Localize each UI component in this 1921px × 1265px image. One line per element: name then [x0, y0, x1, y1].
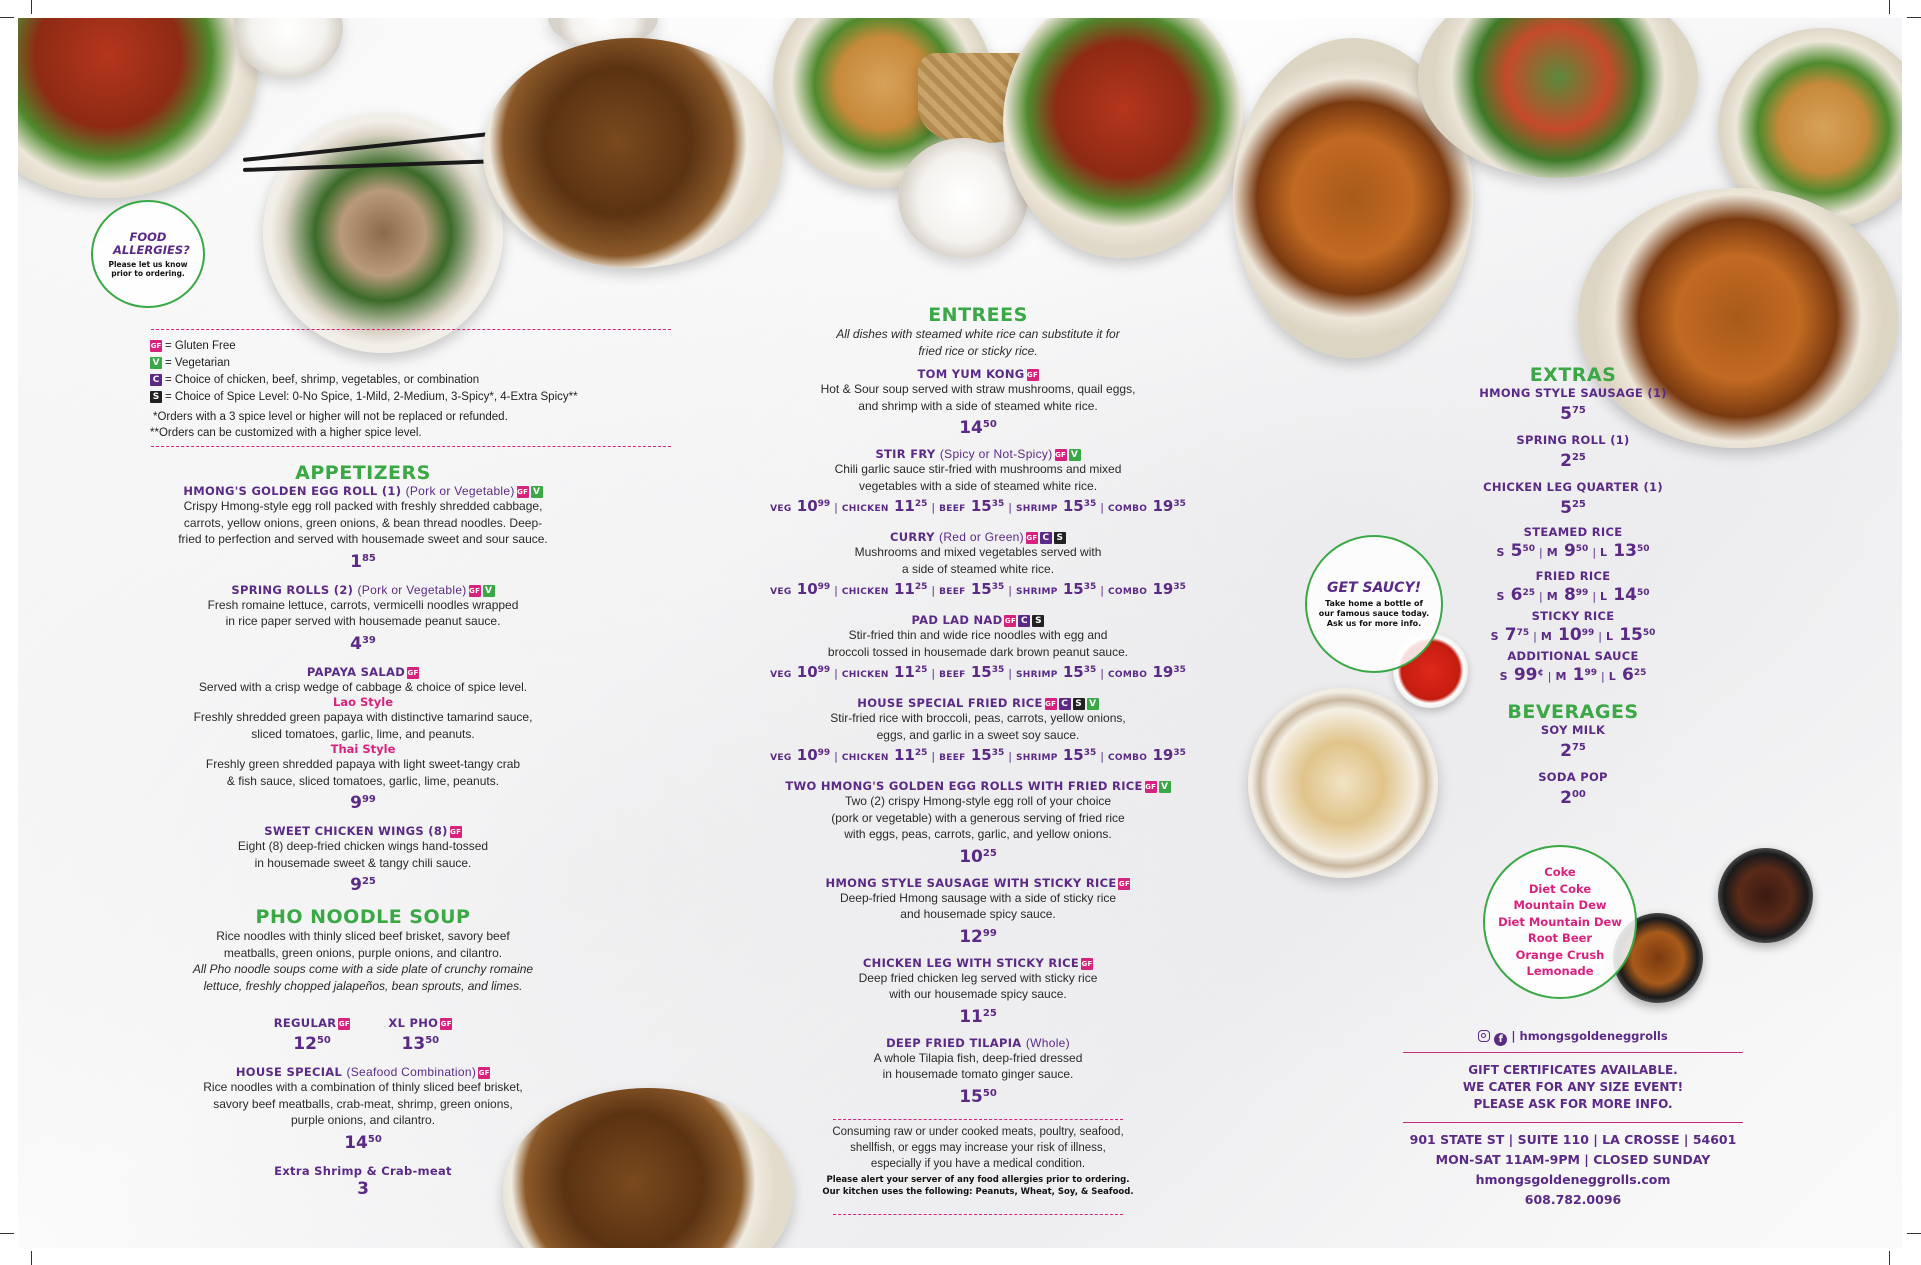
gluten-free-tag: GF: [469, 586, 481, 595]
fried-rice-desc: Stir-fried rice with broccoli, peas, carrots, yellow onions, eggs, and garlic in a sweet soy sauce.: [830, 711, 1126, 742]
fried-rice-prices: VEG $10^{99}$ | CHICKEN $11^{25}$ | BEEF $15^{35}$ | SHRIMP $15^{35}$ | COMBO $19^{35}$: [770, 746, 1186, 764]
pho-regular-label: REGULAR GF: [273, 1016, 350, 1030]
choice-tag: C: [1018, 615, 1030, 627]
curry-desc: Mushrooms and mixed vegetables served with a side of steamed white rice.: [854, 545, 1102, 576]
spring-rolls-name: SPRING ROLLS (2): [231, 582, 354, 597]
egg-roll-desc: Crispy Hmong-style egg roll packed with freshly shredded cabbage, carrots, yellow onions, green onions, & bean thread noodles. Deep- fried to perfection and served with housemade sweet and sour sauce.: [178, 499, 548, 546]
item-name: [763, 367, 1193, 381]
spice-note-2: **Orders can be customized with a higher spice level.: [150, 426, 422, 439]
sticky-rice-name: STICKY RICE: [1531, 609, 1615, 623]
divider: [151, 329, 671, 330]
item-name: [763, 1036, 1193, 1050]
saucy-title: GET SAUCY!: [1327, 579, 1421, 596]
address: 901 STATE ST | SUITE 110 | LA CROSSE | 54601: [1409, 1132, 1737, 1147]
pho-regular-price: $12^{50}$: [293, 1034, 331, 1054]
house-special-variant: (Seafood Combination): [346, 1065, 477, 1079]
item-name: [763, 956, 1193, 970]
papaya-salad-name: PAPAYA SALAD: [306, 664, 406, 679]
divider: [151, 446, 671, 447]
tilapia-price: $15^{50}$: [959, 1086, 997, 1107]
additional-sauce-name: ADDITIONAL SAUCE: [1507, 649, 1639, 663]
social-handle-row: [1403, 1028, 1743, 1046]
spice-note-1: *Orders with a 3 spice level or higher will not be replaced or refunded.: [153, 411, 508, 423]
extra-spring-roll-name: SPRING ROLL (1): [1516, 433, 1630, 447]
vegetarian-tag: V: [1087, 698, 1099, 710]
gluten-free-tag: GF: [517, 488, 529, 496]
two-egg-rolls-price: $10^{25}$: [959, 846, 997, 867]
stir-fry-variant: (Spicy or Not-Spicy): [939, 447, 1053, 461]
soda-item: Lemonade: [1526, 964, 1594, 979]
soda-list-badge: [1483, 845, 1637, 999]
pho-desc-italic: All Pho noodle soups come with a side plate of crunchy romaine lettuce, freshly chopped jalapeños, bean sprouts, and limes.: [192, 962, 534, 993]
entrees-title: ENTREES: [928, 304, 1028, 326]
stir-fry-photo: [483, 38, 783, 268]
gluten-free-tag: GF: [407, 668, 419, 677]
pho-sizes: [128, 1016, 598, 1055]
spice-tag: S: [1073, 698, 1085, 710]
soda-pop-price: $2^{00}$: [1560, 788, 1586, 808]
sticky-rice-prices: S $7^{75}$ | M $10^{99}$ | L $15^{50}$: [1490, 625, 1656, 645]
crop-mark: [1907, 1233, 1921, 1234]
house-special-name: HOUSE SPECIAL: [235, 1065, 343, 1079]
two-egg-rolls-name: TWO HMONG'S GOLDEN EGG ROLLS WITH FRIED RICE: [785, 779, 1143, 793]
papaya-salad-price: $9^{99}$: [350, 793, 376, 813]
choice-tag: C: [150, 374, 162, 386]
extra-chicken-leg-price: $5^{25}$: [1560, 498, 1586, 518]
soda-list: [1498, 864, 1622, 980]
gluten-free-tag: GF: [338, 1020, 350, 1028]
instagram-icon[interactable]: [1478, 1030, 1490, 1042]
gluten-free-tag: GF: [1045, 700, 1057, 708]
papaya-salad-desc: Served with a crisp wedge of cabbage & choice of spice level.: [198, 679, 528, 694]
fried-rice-extra-name: FRIED RICE: [1535, 569, 1611, 583]
curry-name: CURRY: [890, 530, 935, 544]
stir-fry-name: STIR FRY: [875, 447, 936, 461]
item-name: [763, 779, 1193, 793]
pho-title: PHO NOODLE SOUP: [255, 906, 471, 928]
soda-item: Root Beer: [1527, 931, 1593, 946]
soda-pop-name: SODA POP: [1538, 770, 1608, 784]
gluten-free-tag: GF: [440, 1020, 452, 1028]
soda-item: Mountain Dew: [1513, 898, 1607, 913]
divider: [833, 1119, 1123, 1120]
tilapia-variant: (Whole): [1025, 1035, 1070, 1050]
crop-mark: [0, 17, 14, 18]
soda-item: Orange Crush: [1515, 947, 1605, 962]
chicken-wings-price: $9^{25}$: [350, 875, 376, 895]
website-link[interactable]: hmongsgoldeneggrolls.com: [1475, 1172, 1671, 1187]
stir-fry-prices: VEG $10^{99}$ | CHICKEN $11^{25}$ | BEEF $15^{35}$ | SHRIMP $15^{35}$ | COMBO $19^{35}$: [770, 497, 1186, 515]
crop-mark: [1889, 0, 1890, 14]
pad-lad-nad-name: PAD LAD NAD: [911, 613, 1003, 627]
hours: MON-SAT 11AM-9PM | CLOSED SUNDAY: [1435, 1152, 1711, 1167]
soda-item: Coke: [1544, 865, 1576, 880]
pho-desc: Rice noodles with thinly sliced beef brisket, savory beef meatballs, green onions, purple onions, and cilantro.: [216, 929, 510, 960]
spring-rolls-variant: (Pork or Vegetable): [357, 582, 467, 597]
chicken-wings-photo: [1003, 18, 1243, 258]
gluten-free-tag: GF: [1081, 959, 1093, 968]
steamed-rice-name: STEAMED RICE: [1523, 525, 1623, 539]
allergies-text: Please let us know prior to ordering.: [108, 259, 188, 278]
legend-gf-text: = Gluten Free: [165, 340, 236, 352]
choice-tag: C: [1059, 698, 1071, 710]
item-name: [128, 484, 598, 498]
pad-lad-nad-desc: Stir-fried thin and wide rice noodles with egg and broccoli tossed in housemade dark brown peanut sauce.: [827, 628, 1129, 659]
gluten-free-tag: GF: [1004, 617, 1017, 625]
legend-s-text: = Choice of Spice Level:: [165, 391, 293, 403]
house-special-desc: Rice noodles with a combination of thinly sliced beef brisket, savory beef meatballs, crab-meat, shrimp, green onions, purple onions, and cilantro.: [203, 1080, 523, 1127]
spring-rolls-price: $4^{39}$: [350, 633, 376, 654]
fried-rice-name: HOUSE SPECIAL FRIED RICE: [857, 696, 1043, 710]
chicken-wings-name: SWEET CHICKEN WINGS (8): [264, 824, 448, 838]
soy-milk-price: $2^{75}$: [1560, 741, 1586, 761]
extras-section: [1423, 364, 1723, 809]
item-name: [128, 1065, 598, 1079]
chicken-leg-name: CHICKEN LEG WITH STICKY RICE: [862, 955, 1080, 970]
crop-mark: [31, 0, 32, 14]
crop-mark: [0, 1233, 14, 1234]
entrees-subtitle: All dishes with steamed white rice can substitute it for fried rice or sticky rice.: [836, 327, 1120, 358]
curry-variant: (Red or Green): [939, 530, 1024, 544]
item-name: [128, 583, 598, 597]
fried-rice-extra-prices: S $6^{25}$ | M $8^{99}$ | L $14^{50}$: [1496, 585, 1650, 605]
legend-gf: [150, 338, 680, 355]
legend-s-levels: 0-No Spice, 1-Mild, 2-Medium, 3-Spicy*, 4-Extra Spicy**: [292, 391, 578, 403]
tilapia-name: DEEP FRIED TILAPIA: [886, 1035, 1022, 1050]
soy-milk-name: SOY MILK: [1540, 723, 1606, 737]
egg-roll-variant: (Pork or Vegetable): [405, 484, 515, 498]
spice-tag: S: [150, 391, 162, 403]
sausage-sticky-price: $12^{99}$: [959, 926, 997, 947]
disclaimer-bold: Please alert your server of any food allergies prior to ordering. Our kitchen uses the following: Peanuts, Wheat, Soy, & Seafood.: [822, 1175, 1134, 1197]
spice-tag: S: [1032, 615, 1044, 627]
crop-mark: [1907, 17, 1921, 18]
disclaimer-text: Consuming raw or under cooked meats, poultry, seafood, shellfish, or eggs may increase your risk of illness, especially if you have a medical condition.: [832, 1126, 1124, 1170]
item-name: [128, 665, 598, 679]
gluten-free-tag: GF: [150, 342, 162, 350]
pho-regular: [274, 1016, 351, 1055]
item-name: [128, 824, 598, 838]
house-special-price: $14^{50}$: [344, 1132, 382, 1153]
spice-tag: S: [1054, 532, 1066, 544]
gift-text: GIFT CERTIFICATES AVAILABLE. WE CATER FOR ANY SIZE EVENT! PLEASE ASK FOR MORE INFO.: [1462, 1063, 1684, 1111]
tilapia-photo: [18, 18, 258, 198]
pho-bowl-photo: [263, 113, 503, 353]
gluten-free-tag: GF: [1118, 879, 1131, 888]
phone-number[interactable]: 608.782.0096: [1524, 1192, 1622, 1207]
two-egg-rolls-desc: Two (2) crispy Hmong-style egg roll of your choice (pork or vegetable) with a generous serving of fried rice with eggs, peas, carrots, garlic, and yellow onions.: [831, 794, 1125, 841]
beverages-title: BEVERAGES: [1507, 701, 1639, 723]
gluten-free-tag: GF: [478, 1069, 490, 1077]
entrees-section: [763, 304, 1193, 1108]
legend-c: [150, 372, 680, 389]
gluten-free-tag: GF: [1145, 783, 1157, 791]
contact-info: [1403, 1130, 1743, 1210]
crop-mark: [31, 1251, 32, 1265]
item-name: [763, 530, 1193, 544]
item-name: [763, 613, 1193, 627]
chicken-leg-price: $11^{25}$: [959, 1006, 997, 1027]
vegetarian-tag: V: [1159, 781, 1171, 793]
choice-tag: C: [1040, 532, 1052, 544]
sausage-sticky-desc: Deep-fried Hmong sausage with a side of sticky rice and housemade spicy sauce.: [839, 890, 1117, 921]
appetizers-title: APPETIZERS: [295, 462, 431, 484]
gluten-free-tag: GF: [450, 828, 462, 836]
food-allergies-badge: [91, 200, 205, 308]
extra-sausage-name: HMONG STYLE SAUSAGE (1): [1479, 386, 1667, 400]
allergies-title: FOOD ALLERGIES?: [113, 229, 190, 257]
item-name: [763, 447, 1193, 461]
tom-yum-name: TOM YUM KONG: [917, 367, 1025, 381]
tom-yum-desc: Hot & Sour soup served with straw mushrooms, quail eggs, and shrimp with a side of steamed white rice.: [820, 382, 1136, 413]
divider: [1403, 1122, 1743, 1123]
appetizers-section: [128, 462, 598, 1200]
social-row: [1403, 1028, 1743, 1046]
saucy-text: Take home a bottle of our famous sauce today. Ask us for more info.: [1318, 598, 1430, 628]
tom-yum-price: $14^{50}$: [959, 418, 997, 438]
menu-sheet: [18, 18, 1902, 1248]
egg-roll-price: $1^{85}$: [350, 551, 376, 572]
lao-style-name: Lao Style: [332, 695, 393, 709]
extras-title: EXTRAS: [1529, 364, 1617, 386]
vegetarian-tag: V: [531, 486, 543, 498]
item-name: [763, 876, 1193, 890]
soda-item: Diet Coke: [1528, 881, 1592, 896]
extra-spring-roll-price: $2^{25}$: [1560, 451, 1586, 471]
additional-sauce-prices: S 99¢ | M $1^{99}$ | L $6^{25}$: [1499, 665, 1647, 685]
thai-style-name: Thai Style: [330, 742, 396, 756]
pad-lad-nad-prices: VEG $10^{99}$ | CHICKEN $11^{25}$ | BEEF $15^{35}$ | SHRIMP $15^{35}$ | COMBO $19^{35}$: [770, 663, 1186, 681]
legend-c-text: = Choice of chicken, beef, shrimp, vegetables, or combination: [165, 374, 480, 386]
legend-v: [150, 355, 680, 372]
extra-sausage-price: $5^{75}$: [1560, 404, 1586, 424]
disclaimer: [788, 1124, 1168, 1198]
pho-xl-label: XL PHO GF: [388, 1016, 452, 1030]
thai-style-desc: Freshly green shredded papaya with light sweet-tangy crab & fish sauce, sliced tomatoes, garlic, lime, peanuts.: [205, 757, 521, 788]
spring-rolls-desc: Fresh romaine lettuce, carrots, vermicelli noodles wrapped in rice paper served with housemade peanut sauce.: [207, 597, 519, 628]
vegetarian-tag: V: [483, 585, 495, 597]
steamed-rice-prices: S $5^{50}$ | M $9^{50}$ | L $13^{50}$: [1496, 541, 1650, 561]
divider: [1403, 1052, 1743, 1053]
sausage-sticky-name: HMONG STYLE SAUSAGE WITH STICKY RICE: [825, 875, 1117, 890]
extra-chicken-leg-name: CHICKEN LEG QUARTER (1): [1483, 480, 1663, 494]
egg-rolls-photo: [1248, 688, 1438, 878]
item-name: [763, 696, 1193, 710]
vegetarian-tag: V: [1069, 449, 1081, 461]
divider: [833, 1214, 1123, 1215]
gluten-free-tag: GF: [1026, 534, 1038, 542]
legend-v-text: = Vegetarian: [165, 357, 230, 369]
facebook-icon[interactable]: f: [1494, 1033, 1507, 1046]
stir-fry-desc: Chili garlic sauce stir-fried with mushrooms and mixed vegetables with a side of steamed white rice.: [834, 462, 1122, 493]
chicken-leg-desc: Deep fried chicken leg served with sticky rice with our housemade spicy sauce.: [858, 970, 1098, 1001]
tilapia-desc: A whole Tilapia fish, deep-fried dressed in housemade tomato ginger sauce.: [873, 1050, 1083, 1081]
crop-mark: [1889, 1251, 1890, 1265]
extra-seafood-name: Extra Shrimp & Crab-meat: [274, 1163, 452, 1178]
egg-roll-name: HMONG'S GOLDEN EGG ROLL (1): [183, 484, 402, 498]
gift-info: [1403, 1062, 1743, 1113]
curry-prices: VEG $10^{99}$ | CHICKEN $11^{25}$ | BEEF $15^{35}$ | SHRIMP $15^{35}$ | COMBO $19^{35}$: [770, 580, 1186, 598]
pho-xl-price: $13^{50}$: [401, 1034, 440, 1054]
legend-s: [150, 389, 680, 406]
pho-xl: [388, 1016, 452, 1055]
social-handle[interactable]: | hmongsgoldeneggrolls: [1511, 1029, 1668, 1043]
legend: [150, 338, 680, 441]
vegetarian-tag: V: [150, 357, 162, 369]
gluten-free-tag: GF: [1026, 371, 1039, 379]
soda-item: Diet Mountain Dew: [1498, 914, 1622, 929]
extra-seafood-price: 3: [357, 1178, 369, 1199]
lao-style-desc: Freshly shredded green papaya with distinctive tamarind sauce, sliced tomatoes, garlic, lime, and peanuts.: [193, 710, 533, 741]
chicken-wings-desc: Eight (8) deep-fried chicken wings hand-tossed in housemade sweet & tangy chili sauce.: [237, 839, 489, 870]
drink-photo: [1718, 848, 1813, 943]
gluten-free-tag: GF: [1054, 451, 1067, 459]
